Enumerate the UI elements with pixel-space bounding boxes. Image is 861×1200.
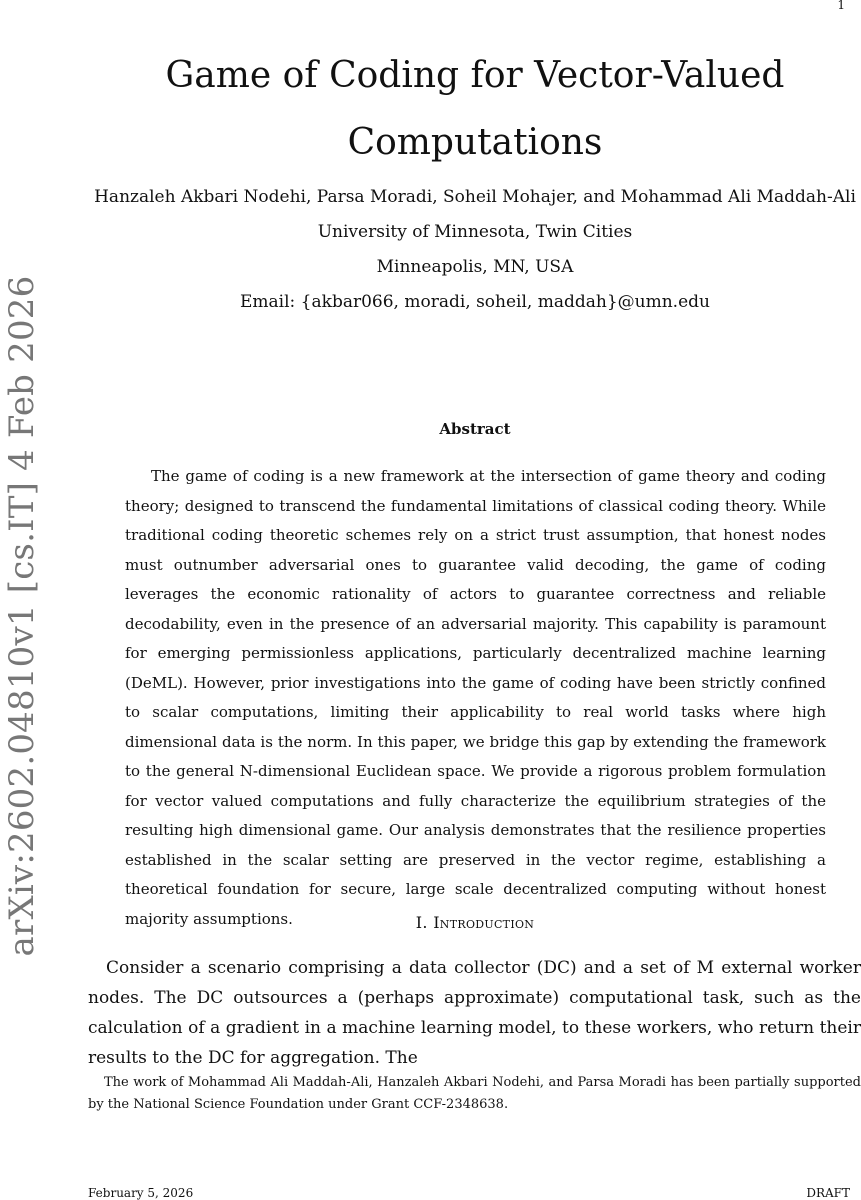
section-title: Introduction: [433, 913, 535, 932]
abstract-heading: Abstract: [439, 420, 511, 438]
footer-draft-label: DRAFT: [806, 1186, 850, 1200]
introduction-heading: [0, 913, 861, 932]
introduction-text: Consider a scenario comprising a data collector (DC) and a set of M external worker nodes. The DC outsources a (perhaps approximate) computational task, such as the calculation of a gradient in a machine learning model, to these workers, who return their results to the DC for aggregation. The: [88, 958, 861, 1068]
paper-title: Game of Coding for Vector-Valued Computations: [165, 55, 785, 163]
arxiv-identifier-stamp: arXiv:2602.04810v1 [cs.IT] 4 Feb 2026: [2, 275, 42, 957]
funding-footnote: The work of Mohammad Ali Maddah-Ali, Hanzaleh Akbari Nodehi, and Parsa Moradi has been partially supported by the National Science Foundation under Grant CCF-2348638.: [88, 1075, 861, 1112]
section-number: I.: [415, 913, 428, 932]
abstract-text: The game of coding is a new framework at the intersection of game theory and coding theory; designed to transcend the fundamental limitations of classical coding theory. While traditional coding theoretic schemes rely on a strict trust assumption, that honest nodes must outnumber adversarial ones to guarantee valid decoding, the game of coding leverages the economic rationality of actors to guarantee correctness and reliable decodability, even in the presence of an adversarial majority. This capability is paramount for emerging permissionless applications, particularly decentralized machine learning (DeML). However, prior investigations into the game of coding have been strictly confined to scalar computations, limiting their applicability to real world tasks where high dimensional data is the norm. In this paper, we bridge this gap by extending the framework to the general N-dimensional Euclidean space. We provide a rigorous problem formulation for vector valued computations and fully characterize the equilibrium strategies of the resulting high dimensional game. Our analysis demonstrates that the resilience properties established in the scalar setting are preserved in the vector regime, establishing a theoretical foundation for secure, large scale decentralized computing without honest majority assumptions.: [125, 467, 826, 928]
email-line: Email: {akbar066, moradi, soheil, maddah}@umn.edu: [240, 292, 710, 312]
author-block: [88, 180, 861, 320]
page-number: 1: [837, 0, 845, 12]
affiliation: University of Minnesota, Twin Cities: [317, 222, 633, 242]
location: Minneapolis, MN, USA: [376, 257, 574, 277]
footer-date: February 5, 2026: [88, 1186, 194, 1200]
author-list: Hanzaleh Akbari Nodehi, Parsa Moradi, Soheil Mohajer, and Mohammad Ali Maddah-Ali: [94, 187, 856, 207]
